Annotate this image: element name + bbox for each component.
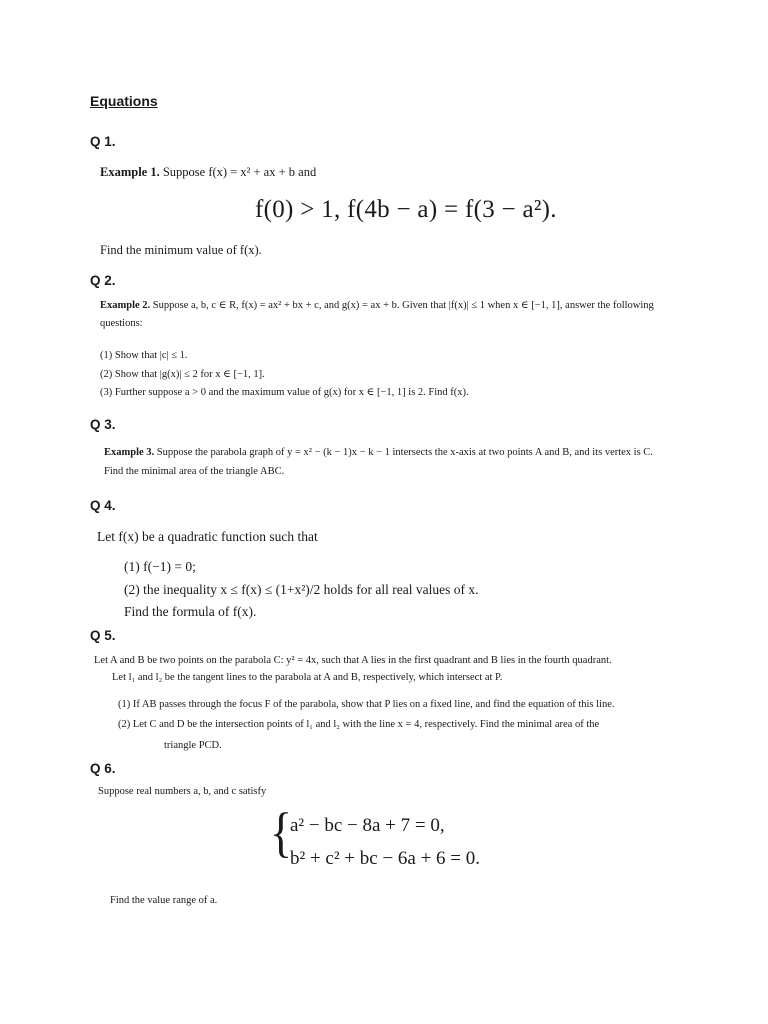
q2-example-label: Example 2.: [100, 300, 151, 311]
question-label-5: Q 5.: [90, 628, 116, 643]
q6-system-brace: {: [270, 801, 293, 863]
q3-example-label: Example 3.: [104, 447, 155, 458]
q2-intro-line1: [100, 299, 654, 311]
q3-line1-text: Suppose the parabola graph of y = x² − (k − 1)x − k − 1 intersects the x-axis at two points A and B, and its vertex is C.: [156, 447, 653, 458]
q1-intro: [100, 165, 316, 180]
q5-line1: Let A and B be two points on the parabola C: y² = 4x, such that A lies in the first quadrant and B lies in the fourth quadrant.: [94, 655, 612, 666]
q6-system-eq-2: b² + c² + bc − 6a + 6 = 0.: [290, 848, 481, 869]
q1-display-equation: f(0) > 1, f(4b − a) = f(3 − a²).: [255, 196, 557, 223]
q1-intro-text: Suppose f(x) = x² + ax + b and: [162, 165, 317, 179]
q5-item-2: (2) Let C and D be the intersection points of l₁ and l₂ with the line x = 4, respectively. Find the minimal area of the: [118, 719, 600, 730]
q6-intro: Suppose real numbers a, b, and c satisfy: [98, 786, 267, 797]
q3-line2: Find the minimal area of the triangle ABC.: [104, 466, 285, 477]
q4-intro: Let f(x) be a quadratic function such that: [97, 529, 318, 544]
q4-item-1: (1) f(−1) = 0;: [124, 559, 196, 574]
question-label-3: Q 3.: [90, 417, 116, 432]
q1-ask: Find the minimum value of f(x).: [100, 243, 262, 257]
question-label-6: Q 6.: [90, 761, 116, 776]
page-title: Equations: [90, 93, 158, 109]
q6-ask: Find the value range of a.: [110, 895, 218, 906]
q4-item-2: (2) the inequality x ≤ f(x) ≤ (1+x²)/2 holds for all real values of x.: [124, 582, 479, 597]
q1-example-label: Example 1.: [100, 165, 160, 179]
question-label-2: Q 2.: [90, 273, 116, 288]
question-label-4: Q 4.: [90, 498, 116, 513]
q3-line1: [104, 447, 653, 458]
q6-system-eq-1: a² − bc − 8a + 7 = 0,: [290, 815, 445, 836]
q2-item-1: (1) Show that |c| ≤ 1.: [100, 350, 188, 361]
q2-item-2: (2) Show that |g(x)| ≤ 2 for x ∈ [−1, 1].: [100, 369, 265, 380]
q5-line2: Let l₁ and l₂ be the tangent lines to the parabola at A and B, respectively, which intersect at P.: [112, 672, 503, 683]
q5-item-1: (1) If AB passes through the focus F of the parabola, show that P lies on a fixed line, and find the equation of this line.: [118, 699, 615, 710]
q5-item-2-cont: triangle PCD.: [164, 740, 222, 751]
question-label-1: Q 1.: [90, 134, 116, 149]
q2-item-3: (3) Further suppose a > 0 and the maximum value of g(x) for x ∈ [−1, 1] is 2. Find f(x).: [100, 387, 469, 398]
q2-intro-line2: questions:: [100, 318, 143, 329]
q4-ask: Find the formula of f(x).: [124, 604, 257, 619]
q2-intro-text: Suppose a, b, c ∈ R, f(x) = ax² + bx + c, and g(x) = ax + b. Given that |f(x)| ≤ 1 when x ∈ [−1, 1], answer the following: [152, 300, 654, 311]
